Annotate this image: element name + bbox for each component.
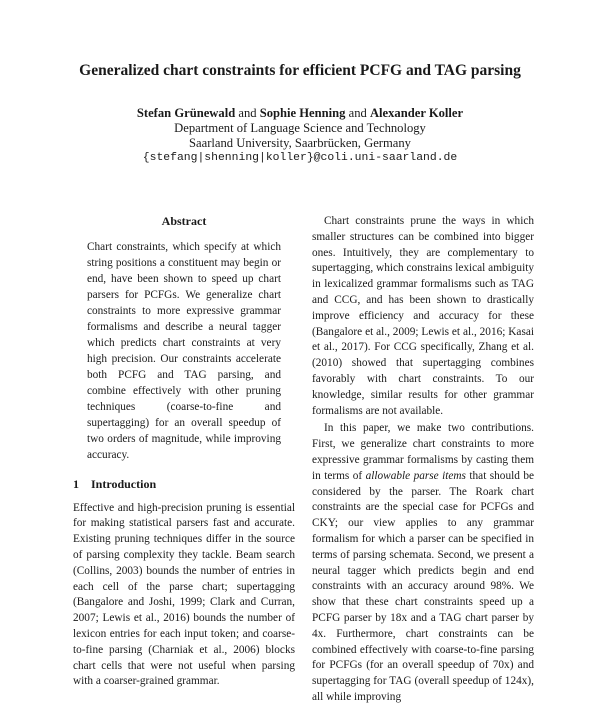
affiliation-university: Saarland University, Saarbrücken, Germany <box>189 136 411 150</box>
abstract-heading: Abstract <box>161 214 207 228</box>
emphasized-term: allowable parse items <box>365 469 466 482</box>
author-name: Alexander Koller <box>369 106 464 120</box>
author-email: {stefang|shenning|koller}@coli.uni-saarland.de <box>142 152 458 164</box>
section-heading-introduction <box>73 477 295 493</box>
author-name: Sophie Henning <box>259 106 346 120</box>
author-separator: and <box>238 106 257 120</box>
author-names <box>0 106 600 121</box>
affiliation-department: Department of Language Science and Technology <box>174 121 426 135</box>
section-title: Introduction <box>91 476 157 491</box>
left-column <box>73 214 295 690</box>
author-name: Stefan Grünewald <box>136 106 236 120</box>
paper-title: Generalized chart constraints for efficient PCFG and TAG parsing <box>79 62 521 79</box>
author-block <box>0 106 600 166</box>
abstract-text: Chart constraints, which specify at which string positions a constituent may begin or end, have been shown to speed up chart parsers for PCFGs. We generalize chart constraints to more expressive grammar formalisms and describe a neural tagger which predicts chart constraints at very high precision. Our constraints accelerate both PCFG and TAG parsing, and combine effectively with other pruning techniques (coarse-to-fine and supertagging) for an overall speedup of two orders of magnitude, while improving accuracy. <box>87 240 281 461</box>
section-number: 1 <box>73 476 79 491</box>
paragraph-text: that should be considered by the parser. The Roark chart constraints are the special case for PCFGs and CKY; our view applies to any grammar formalism for which a parser can be specified in terms of parsing schemata. Second, we present a neural tagger which predicts begin and end constraints with an accuracy around 98%. We show that these chart constraints speed up a PCFG parser by 18x and a TAG chart parser by 4x. Furthermore, chart constraints can be combined effectively with coarse-to-fine parsing for PCFGs (for an overall speedup of 70x) and supertagging for TAG (overall speedup of 124x), all while improving <box>312 469 534 703</box>
introduction-paragraph: Effective and high-precision pruning is essential for making statistical parsers fast and accurate. Existing pruning techniques differ in the source of parsing complexity they tackle. Beam search (Collins, 2003) bounds the number of entries in each cell of the parse chart; supertagging (Bangalore and Joshi, 1999; Clark and Curran, 2007; Lewis et al., 2016) bounds the number of lexicon entries for each input token; and coarse-to-fine parsing (Charniak et al., 2006) blocks chart cells that were not useful when parsing with a coarser-grained grammar. <box>73 501 295 688</box>
right-column <box>312 214 534 706</box>
body-paragraph-chart-constraints: Chart constraints prune the ways in which smaller structures can be combined into bigger ones. Intuitively, they are complementary to supertagging, which constrains lexical ambiguity in lexicalized grammar formalisms such as TAG and CCG, and has been shown to drastically improve efficiency and accuracy for these (Bangalore et al., 2009; Lewis et al., 2016; Kasai et al., 2017). For CCG specifically, Zhang et al. (2010) showed that supertagging combines favorably with chart constraints. To our knowledge, similar results for other grammar formalisms are not available. <box>312 215 534 417</box>
body-paragraph-contributions <box>312 421 534 705</box>
paragraph-text: In this paper, we make two contributions. First, we generalize chart constraints to more expressive grammar formalisms by casting them in terms of <box>312 422 534 482</box>
author-separator: and <box>348 106 367 120</box>
